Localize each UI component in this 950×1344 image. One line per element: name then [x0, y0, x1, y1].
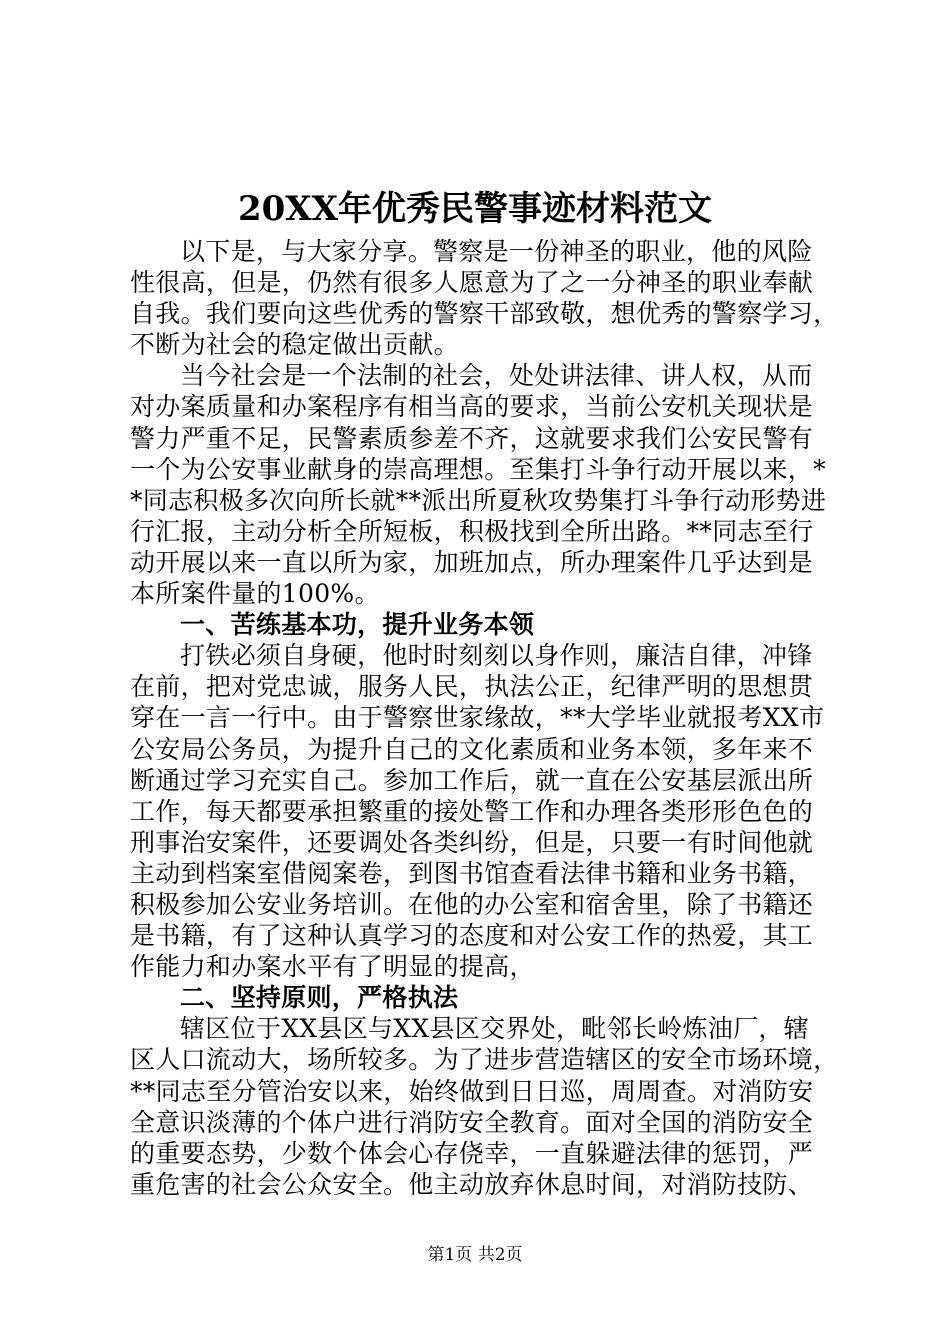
paragraph-line: *同志积极多次向所长就**派出所夏秋攻势集打斗争行动形势进 [130, 485, 827, 515]
paragraph-line: 积极参加公安业务培训。在他的办公室和宿舍里，除了书籍还 [130, 889, 814, 919]
paragraph-line: 对办案质量和办案程序有相当高的要求，当前公安机关现状是 [130, 392, 814, 422]
paragraph-line: 作能力和办案水平有了明显的提高， [130, 952, 535, 982]
section-heading: 二、坚持原则，严格执法 [180, 983, 459, 1013]
page-number: 第1页 共2页 [427, 1245, 523, 1265]
paragraph-line: 行汇报，主动分析全所短板，积极找到全所出路。**同志至行 [130, 516, 814, 546]
paragraph-line: 以下是，与大家分享。警察是一份神圣的职业，他的风险 [180, 237, 813, 266]
paragraph-line: 全意识淡薄的个体户进行消防安全教育。面对全国的消防安全 [130, 1107, 814, 1137]
paragraph-line: 区人口流动大，场所较多。为了进步营造辖区的安全市场环境， [130, 1045, 839, 1075]
paragraph-line: 动开展以来一直以所为家，加班加点，所办理案件几乎达到是 [130, 547, 814, 577]
paragraph-line: 的重要态势，少数个体会心存侥幸，一直躲避法律的惩罚，严 [130, 1138, 814, 1168]
paragraph-line: 本所案件量的100%。 [130, 579, 380, 609]
paragraph-line: 主动到档案室借阅案卷，到图书馆查看法律书籍和业务书籍， [130, 858, 814, 888]
paragraph-line: 是书籍，有了这种认真学习的态度和对公安工作的热爱，其工 [130, 921, 814, 951]
paragraph-line: 重危害的社会公众安全。他主动放弃休息时间，对消防技防、 [130, 1169, 814, 1199]
section-heading: 一、苦练基本功，提升业务本领 [180, 610, 535, 640]
paragraph-line: 打铁必须自身硬，他时时刻刻以身作则，廉洁自律，冲锋 [180, 641, 813, 671]
paragraph-line: 性很高，但是，仍然有很多人愿意为了之一分神圣的职业奉献 [130, 268, 814, 298]
document-title: 20XX年优秀民警事迹材料范文 [237, 189, 713, 229]
paragraph-line: 刑事治安案件，还要调处各类纠纷，但是，只要一有时间他就 [130, 827, 814, 857]
paragraph-line: 自我。我们要向这些优秀的警察干部致敬，想优秀的警察学习， [130, 299, 839, 329]
paragraph-line: 在前，把对党忠诚，服务人民，执法公正，纪律严明的思想贯 [130, 672, 814, 702]
paragraph-line: 公安局公务员，为提升自己的文化素质和业务本领，多年来不 [130, 734, 814, 764]
paragraph-line: 不断为社会的稳定做出贡献。 [130, 330, 459, 360]
paragraph-line: **同志至分管治安以来，始终做到日日巡，周周查。对消防安 [130, 1076, 814, 1106]
paragraph-line: 工作，每天都要承担繁重的接处警工作和办理各类形形色色的 [130, 796, 814, 826]
document-body [130, 236, 839, 1200]
paragraph-line: 辖区位于XX县区与XX县区交界处，毗邻长岭炼油厂，辖 [180, 1014, 809, 1044]
paragraph-line: 警力严重不足，民警素质参差不齐，这就要求我们公安民警有 [130, 423, 814, 453]
paragraph-line: 一个为公安事业献身的崇高理想。至集打斗争行动开展以来，* [130, 454, 826, 484]
paragraph-line: 穿在一言一行中。由于警察世家缘故，**大学毕业就报考XX市 [130, 703, 825, 733]
paragraph-line: 断通过学习充实自己。参加工作后，就一直在公安基层派出所 [130, 765, 814, 795]
paragraph-line: 当今社会是一个法制的社会，处处讲法律、讲人权，从而 [180, 361, 813, 391]
